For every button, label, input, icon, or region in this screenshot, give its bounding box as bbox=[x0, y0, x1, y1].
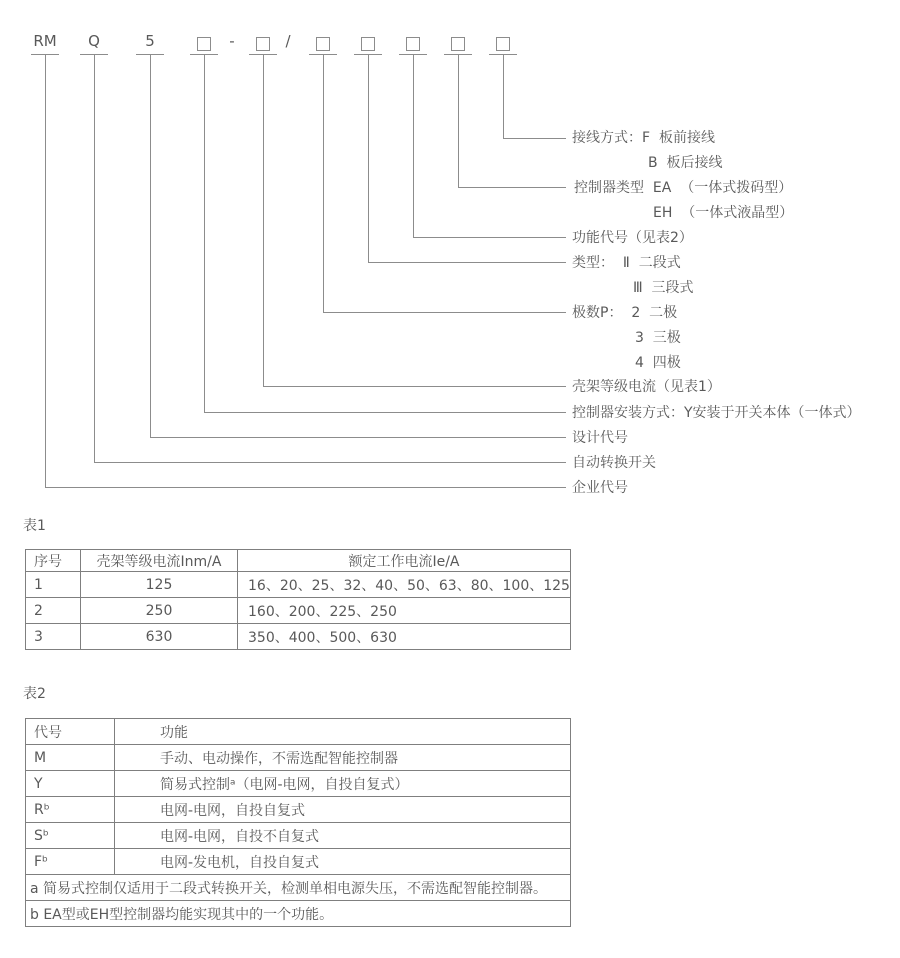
model-code-placeholder-box bbox=[496, 37, 510, 51]
table-cell: 3 bbox=[26, 624, 81, 650]
table-cell: 简易式控制ᵃ（电网-电网，自投自复式） bbox=[115, 771, 571, 797]
table-row bbox=[26, 823, 571, 849]
segment-drop-line bbox=[323, 55, 324, 312]
model-code-separator: / bbox=[285, 32, 291, 50]
model-code-segment: Q bbox=[88, 32, 100, 50]
model-code-placeholder-box bbox=[316, 37, 330, 51]
designation-label: 4 四极 bbox=[635, 355, 681, 371]
segment-drop-line bbox=[413, 55, 414, 237]
table-row bbox=[26, 771, 571, 797]
model-code-placeholder-box bbox=[451, 37, 465, 51]
segment-connector-line bbox=[503, 138, 566, 139]
segment-drop-line bbox=[150, 55, 151, 437]
segment-connector-line bbox=[204, 412, 566, 413]
model-code-separator: - bbox=[229, 32, 235, 50]
model-code-placeholder-box bbox=[256, 37, 270, 51]
table-cell: 160、200、225、250 bbox=[238, 598, 571, 624]
segment-connector-line bbox=[458, 187, 566, 188]
table-row bbox=[26, 598, 571, 624]
model-code-segment: RM bbox=[33, 32, 57, 50]
table-row bbox=[26, 572, 571, 598]
table-cell: 电网-电网，自投不自复式 bbox=[115, 823, 571, 849]
table-row bbox=[26, 797, 571, 823]
table1 bbox=[25, 549, 571, 650]
table-cell: Y bbox=[26, 771, 115, 797]
designation-label: B 板后接线 bbox=[648, 155, 723, 171]
segment-drop-line bbox=[263, 55, 264, 386]
model-code-placeholder-box bbox=[361, 37, 375, 51]
table-row bbox=[26, 745, 571, 771]
column-header: 额定工作电流Ie/A bbox=[238, 550, 571, 572]
column-header: 壳架等级电流Inm/A bbox=[81, 550, 238, 572]
designation-label: 企业代号 bbox=[572, 480, 628, 496]
table-cell: Fᵇ bbox=[26, 849, 115, 875]
segment-drop-line bbox=[45, 55, 46, 487]
table-cell: 电网-发电机，自投自复式 bbox=[115, 849, 571, 875]
segment-drop-line bbox=[368, 55, 369, 262]
segment-connector-line bbox=[45, 487, 566, 488]
segment-drop-line bbox=[94, 55, 95, 462]
table1-container bbox=[25, 549, 571, 650]
table-cell: Sᵇ bbox=[26, 823, 115, 849]
designation-label: Ⅲ 三段式 bbox=[633, 280, 694, 296]
footnote-row bbox=[26, 875, 571, 901]
table-cell: 250 bbox=[81, 598, 238, 624]
table2-title: 表2 bbox=[23, 686, 46, 702]
segment-connector-line bbox=[263, 386, 566, 387]
segment-drop-line bbox=[458, 55, 459, 187]
table-cell: 125 bbox=[81, 572, 238, 598]
designation-label: EH （一体式液晶型） bbox=[653, 205, 794, 221]
table-cell: 电网-电网，自投自复式 bbox=[115, 797, 571, 823]
table-cell: 手动、电动操作，不需选配智能控制器 bbox=[115, 745, 571, 771]
segment-connector-line bbox=[94, 462, 566, 463]
column-header: 序号 bbox=[26, 550, 81, 572]
segment-drop-line bbox=[503, 55, 504, 138]
designation-label: 控制器类型 EA （一体式拨码型） bbox=[574, 180, 793, 196]
table-cell: 16、20、25、32、40、50、63、80、100、125 bbox=[238, 572, 571, 598]
designation-label: 类型： Ⅱ 二段式 bbox=[572, 255, 681, 271]
model-code-placeholder-box bbox=[197, 37, 211, 51]
column-header: 代号 bbox=[26, 719, 115, 745]
designation-label: 控制器安装方式：Y安装于开关本体（一体式） bbox=[572, 405, 861, 421]
table-cell: 350、400、500、630 bbox=[238, 624, 571, 650]
table-cell: M bbox=[26, 745, 115, 771]
designation-label: 3 三极 bbox=[635, 330, 681, 346]
segment-connector-line bbox=[413, 237, 566, 238]
segment-connector-line bbox=[150, 437, 566, 438]
model-code-placeholder-box bbox=[406, 37, 420, 51]
table2 bbox=[25, 718, 571, 927]
table-cell: Rᵇ bbox=[26, 797, 115, 823]
designation-label: 功能代号（见表2） bbox=[572, 230, 693, 246]
footnote-text: b EA型或EH型控制器均能实现其中的一个功能。 bbox=[26, 901, 571, 927]
table-cell: 2 bbox=[26, 598, 81, 624]
designation-label: 接线方式：F 板前接线 bbox=[572, 130, 715, 146]
column-header: 功能 bbox=[115, 719, 571, 745]
footnote-row bbox=[26, 901, 571, 927]
table1-title: 表1 bbox=[23, 518, 46, 534]
table-cell: 630 bbox=[81, 624, 238, 650]
table-row bbox=[26, 849, 571, 875]
designation-label: 自动转换开关 bbox=[572, 455, 656, 471]
designation-label: 设计代号 bbox=[572, 430, 628, 446]
segment-connector-line bbox=[368, 262, 566, 263]
table2-container bbox=[25, 718, 571, 927]
table-row bbox=[26, 624, 571, 650]
table-cell: 1 bbox=[26, 572, 81, 598]
designation-label: 壳架等级电流（见表1） bbox=[572, 379, 721, 395]
table-header-row bbox=[26, 719, 571, 745]
segment-connector-line bbox=[323, 312, 566, 313]
footnote-text: a 简易式控制仅适用于二段式转换开关，检测单相电源失压，不需选配智能控制器。 bbox=[26, 875, 571, 901]
table-header-row bbox=[26, 550, 571, 572]
model-code-segment: 5 bbox=[145, 32, 155, 50]
segment-drop-line bbox=[204, 55, 205, 412]
designation-label: 极数P： 2 二极 bbox=[572, 305, 678, 321]
